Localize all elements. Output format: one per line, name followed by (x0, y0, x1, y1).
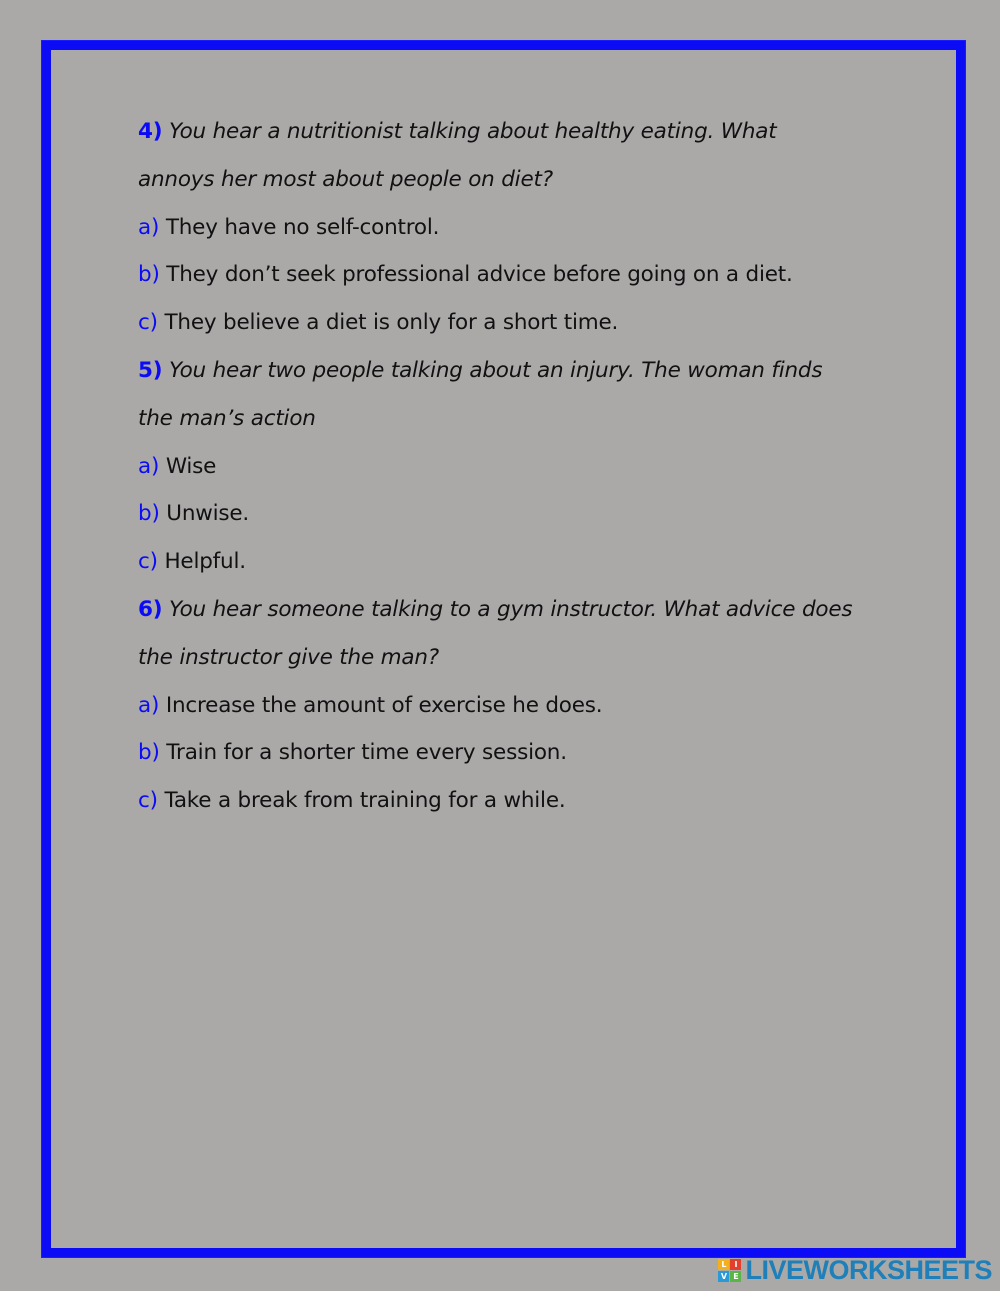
question-6-line-2 (138, 638, 878, 686)
question-6-text-2: the instructor give the man? (138, 644, 439, 670)
worksheet-content (138, 112, 878, 829)
question-5-line-1 (138, 351, 878, 399)
liveworksheets-logo (718, 1255, 992, 1285)
option-letter: a) (138, 214, 160, 240)
logo-letter: E (730, 1271, 741, 1282)
logo-text: LIVEWORKSHEETS (745, 1254, 992, 1285)
logo-mark-icon (718, 1259, 741, 1282)
question-6-option-a[interactable] (138, 686, 878, 734)
option-letter: a) (138, 692, 160, 718)
question-4-line-2 (138, 160, 878, 208)
question-5-option-a[interactable] (138, 447, 878, 495)
logo-letter: L (718, 1259, 729, 1270)
question-4-text-2: annoys her most about people on diet? (138, 166, 553, 192)
option-text: They don’t seek professional advice before going on a diet. (166, 262, 793, 288)
question-5-number: 5) (138, 357, 163, 383)
question-5-text-2: the man’s action (138, 405, 316, 431)
option-text: They have no self-control. (165, 214, 440, 240)
question-5-text-1: You hear two people talking about an injury. The woman finds (169, 357, 823, 383)
option-letter: b) (138, 262, 160, 288)
option-letter: c) (138, 788, 158, 814)
question-5-option-c[interactable] (138, 542, 878, 590)
option-letter: c) (138, 549, 158, 575)
question-6-text-1: You hear someone talking to a gym instructor. What advice does (169, 596, 853, 622)
question-6-number: 6) (138, 596, 163, 622)
option-letter: b) (138, 740, 160, 766)
question-4-option-b[interactable] (138, 255, 878, 303)
logo-letter: V (718, 1271, 729, 1282)
question-4-line-1 (138, 112, 878, 160)
question-4-option-c[interactable] (138, 303, 878, 351)
logo-letter: I (730, 1259, 741, 1270)
option-text: Increase the amount of exercise he does. (165, 692, 603, 718)
question-6-option-b[interactable] (138, 733, 878, 781)
option-text: Unwise. (166, 501, 250, 527)
option-text: Take a break from training for a while. (164, 788, 566, 814)
question-6-option-c[interactable] (138, 781, 878, 829)
question-5-line-2 (138, 399, 878, 447)
question-6-line-1 (138, 590, 878, 638)
question-4-option-a[interactable] (138, 208, 878, 256)
question-5-option-b[interactable] (138, 494, 878, 542)
option-text: Wise (165, 453, 217, 479)
option-letter: b) (138, 501, 160, 527)
option-letter: c) (138, 310, 158, 336)
question-4-number: 4) (138, 119, 163, 144)
option-letter: a) (138, 453, 160, 479)
option-text: Helpful. (164, 549, 246, 575)
option-text: They believe a diet is only for a short time. (164, 310, 619, 336)
option-text: Train for a shorter time every session. (166, 740, 567, 766)
question-4-text-1: You hear a nutritionist talking about healthy eating. What (169, 119, 777, 144)
